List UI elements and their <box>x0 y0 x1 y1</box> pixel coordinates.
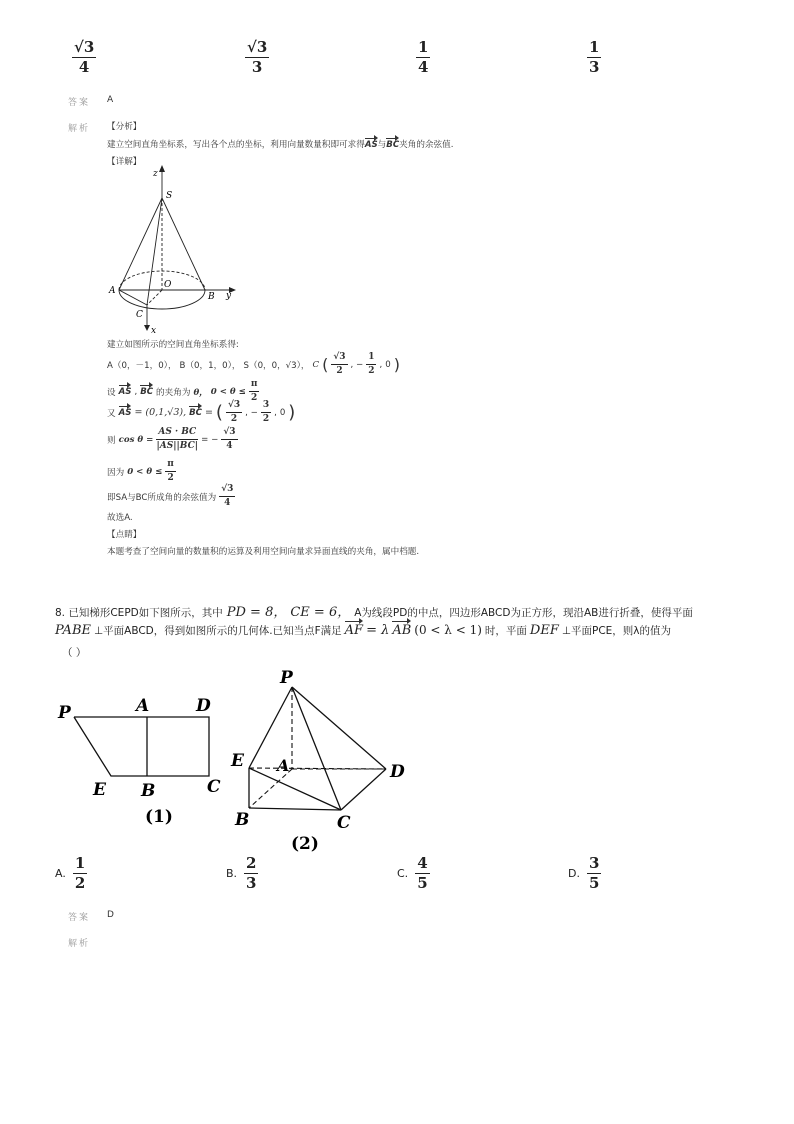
fraction-denominator: 2 <box>368 366 375 376</box>
xiangjie-tag: 【详解】 <box>107 157 142 167</box>
fraction-numerator: π <box>167 459 174 469</box>
theta-condition: 0 < θ ≤ <box>127 466 163 477</box>
label-p: P <box>58 703 71 723</box>
fraction-numerator: 1 <box>368 352 375 362</box>
vector-as: AS <box>118 407 132 418</box>
text-because: 因为 <box>107 467 125 478</box>
vector-af: AF <box>344 623 364 638</box>
vector-ab: AB <box>392 623 412 638</box>
prev-option-3 <box>416 40 430 75</box>
text-then: 则 <box>107 435 116 446</box>
theta-condition: 0 < θ ≤ <box>210 386 246 397</box>
option-letter: C. <box>397 867 409 880</box>
point-c: C <box>312 359 320 370</box>
figure-1-trapezoid <box>50 690 240 830</box>
theta: θ， <box>193 387 208 398</box>
fraction-denominator: 2 <box>74 874 86 892</box>
label-y: y <box>226 291 232 301</box>
q8-def: DEF <box>529 623 559 638</box>
option-c[interactable] <box>397 856 430 891</box>
option-fraction <box>587 856 601 891</box>
fraction-denominator: 3 <box>251 58 263 76</box>
solution-line-6 <box>107 460 176 483</box>
solution-line-5 <box>107 428 238 451</box>
option-fraction <box>244 856 258 891</box>
segment-ac <box>119 290 147 305</box>
fraction-numerator: √3 <box>227 400 241 410</box>
vector-bc: BC <box>189 407 202 418</box>
fraction-denominator: 2 <box>230 414 238 424</box>
label-c: C <box>337 813 351 833</box>
prev-option-1 <box>72 40 96 75</box>
answer-label: 答案 <box>68 98 91 108</box>
dianjing-text: 本题考查了空间向量的数量积的运算及利用空间向量求异面直线的夹角，属中档题. <box>107 547 420 557</box>
fraction-denominator: 4 <box>418 58 429 76</box>
edge-ed-hidden <box>249 768 386 769</box>
option-letter: B. <box>226 867 238 880</box>
vector-as-value: = (0,1,√3), <box>134 407 187 418</box>
base-front-arc <box>119 290 205 309</box>
fraction-numerator: √3 <box>247 38 268 56</box>
fraction-numerator: 1 <box>74 854 86 872</box>
left-paren: ( <box>322 355 329 374</box>
label-a: A <box>277 756 290 775</box>
q8-equals-lambda: = λ <box>366 623 390 638</box>
label-s: S <box>166 191 173 201</box>
q8-line-1 <box>55 601 693 620</box>
cone-figure <box>105 165 245 337</box>
q8-text-c: ⊥平面ABCD，得到如图所示的几何体.已知当点F满足 <box>94 625 342 637</box>
fraction-denominator: 2 <box>167 473 174 483</box>
analysis-label: 解析 <box>68 124 91 134</box>
fraction-numerator: 3 <box>588 854 600 872</box>
label-p: P <box>280 668 293 688</box>
separator: , − <box>350 359 364 370</box>
option-fraction <box>415 856 429 891</box>
label-b: B <box>235 810 250 830</box>
fraction-numerator: √3 <box>221 484 234 494</box>
solution-line-4 <box>107 401 295 424</box>
fraction-numerator: 1 <box>589 38 600 56</box>
vector-as: AS <box>118 386 132 397</box>
prev-option-4 <box>587 40 601 75</box>
fenxi-text-a: 建立空间直角坐标系，写出各个点的坐标，利用向量数量积即可求得 <box>107 140 365 150</box>
dianjing-tag: 【点睛】 <box>107 530 142 540</box>
figure-1-caption: (1) <box>145 807 173 827</box>
fraction-denominator: 5 <box>588 874 600 892</box>
conclusion-text: 即SA与BC所成角的余弦值为 <box>107 492 217 503</box>
figure-2-caption: (2) <box>291 834 319 854</box>
q8-text-d: 时，平面 <box>484 625 527 637</box>
option-d[interactable] <box>568 856 601 891</box>
edge-bc <box>249 808 341 810</box>
option-b[interactable] <box>226 856 258 891</box>
label-d: D <box>196 696 211 716</box>
pi-half-fraction <box>249 380 260 403</box>
fraction-denominator: 3 <box>589 58 600 76</box>
solution-line-7 <box>107 485 235 508</box>
x-axis-arrow <box>144 325 150 331</box>
fraction-numerator: √3 <box>74 38 95 56</box>
trapezoid-outline <box>74 717 209 776</box>
label-a: A <box>136 696 150 716</box>
fraction-numerator: AS · BC <box>158 427 197 437</box>
prev-option-2 <box>245 40 269 75</box>
q8-analysis-label: 解析 <box>68 939 91 949</box>
result-fraction <box>221 428 237 451</box>
edge-cd <box>341 769 386 810</box>
option-letter: D. <box>568 867 580 880</box>
figure-2-solid <box>225 665 415 857</box>
solution-line-1: 建立如图所示的空间直角坐标系得: <box>107 340 239 350</box>
point-a: A（0，－1，0）， <box>107 360 177 371</box>
answer-value: A <box>107 95 114 105</box>
q8-ce: CE = 6， <box>290 605 351 620</box>
label-a: A <box>109 286 116 296</box>
fraction-denominator: 4 <box>226 441 233 451</box>
c-z-value: 0 <box>385 359 391 370</box>
point-b: B（0，1，0）， <box>179 360 241 371</box>
bc-z-value: 0 <box>279 407 286 418</box>
text-angle: 的夹角为 <box>156 387 191 398</box>
cos-theta: cos θ = <box>118 434 154 445</box>
vector-bc: BC <box>140 386 154 397</box>
label-x: x <box>151 326 157 336</box>
label-d: D <box>390 762 405 782</box>
solution-line-2 <box>107 353 400 376</box>
conclusion-fraction <box>219 485 235 508</box>
q8-answer-value: D <box>107 910 114 920</box>
fraction-numerator: 2 <box>246 854 257 872</box>
q8-text-b: A为线段PD的中点，四边形ABCD为正方形，现沿AB进行折叠，使得平面 <box>354 607 693 619</box>
q8-lambda-range: (0 < λ < 1) <box>414 623 482 637</box>
fraction-numerator: 4 <box>417 854 428 872</box>
q8-text-e: ⊥平面PCE，则λ的值为 <box>561 625 672 637</box>
option-fraction <box>73 856 87 891</box>
segment-oc <box>147 290 162 305</box>
c-x-fraction <box>331 353 347 376</box>
option-a[interactable] <box>55 856 87 891</box>
label-o: O <box>164 280 172 290</box>
z-axis-arrow <box>159 165 165 172</box>
fraction-denominator: 5 <box>417 874 428 892</box>
cos-fraction <box>156 428 198 451</box>
c-y-fraction <box>366 353 376 376</box>
label-b: B <box>208 292 215 302</box>
solution-line-8: 故选A. <box>107 513 133 523</box>
comma: , <box>134 386 138 397</box>
fraction-denominator: 2 <box>251 393 258 403</box>
option-letter: A. <box>55 867 66 880</box>
separator: , − <box>245 407 258 418</box>
fraction-denominator: 3 <box>246 874 257 892</box>
point-s: S（0，0，√3）， <box>243 360 310 371</box>
fenxi-and: 与 <box>377 140 387 150</box>
fraction-denominator: 4 <box>224 498 231 508</box>
bc-y-fraction <box>261 401 271 424</box>
left-paren: ( <box>215 402 223 423</box>
label-e: E <box>231 751 244 771</box>
separator: , <box>379 359 383 370</box>
edge-pd <box>292 687 386 769</box>
q8-pd: PD = 8， <box>226 605 287 620</box>
fraction-numerator: √3 <box>223 427 236 437</box>
label-c: C <box>136 310 143 320</box>
fenxi-text-b: 夹角的余弦值. <box>399 140 454 150</box>
equals: = <box>204 407 213 418</box>
right-paren: ) <box>393 355 400 374</box>
text-let: 设 <box>107 387 116 398</box>
right-paren: ) <box>288 402 296 423</box>
vector-bc: BC <box>386 140 400 150</box>
pi-half-fraction <box>165 460 176 483</box>
fenxi-text <box>107 138 453 150</box>
fraction-numerator: 3 <box>262 400 270 410</box>
fraction-denominator: 4 <box>78 58 90 76</box>
vector-as: AS <box>364 140 378 150</box>
q8-answer-label: 答案 <box>68 913 91 923</box>
fraction-denominator: 2 <box>262 414 270 424</box>
bc-x-fraction <box>226 401 242 424</box>
q8-text-a: 8. 已知梯形CEPD如下图所示，其中 <box>55 607 223 619</box>
label-c: C <box>207 777 221 797</box>
label-e: E <box>93 780 106 800</box>
q8-pabe: PABE <box>55 623 91 638</box>
equals-minus: = − <box>201 434 219 445</box>
fenxi-tag: 【分析】 <box>107 122 142 132</box>
label-b: B <box>141 781 156 801</box>
fraction-numerator: √3 <box>333 352 346 362</box>
label-z: z <box>153 169 158 179</box>
fraction-numerator: 1 <box>418 38 429 56</box>
fraction-denominator: 2 <box>336 366 343 376</box>
cone-edge-right <box>162 198 205 290</box>
fraction-denominator: |AS||BC| <box>156 441 199 451</box>
text-also: 又 <box>107 408 116 419</box>
q8-line-3: （ ） <box>62 647 87 659</box>
fraction-numerator: π <box>250 379 258 389</box>
separator: , <box>274 407 277 418</box>
q8-line-2 <box>55 623 671 638</box>
